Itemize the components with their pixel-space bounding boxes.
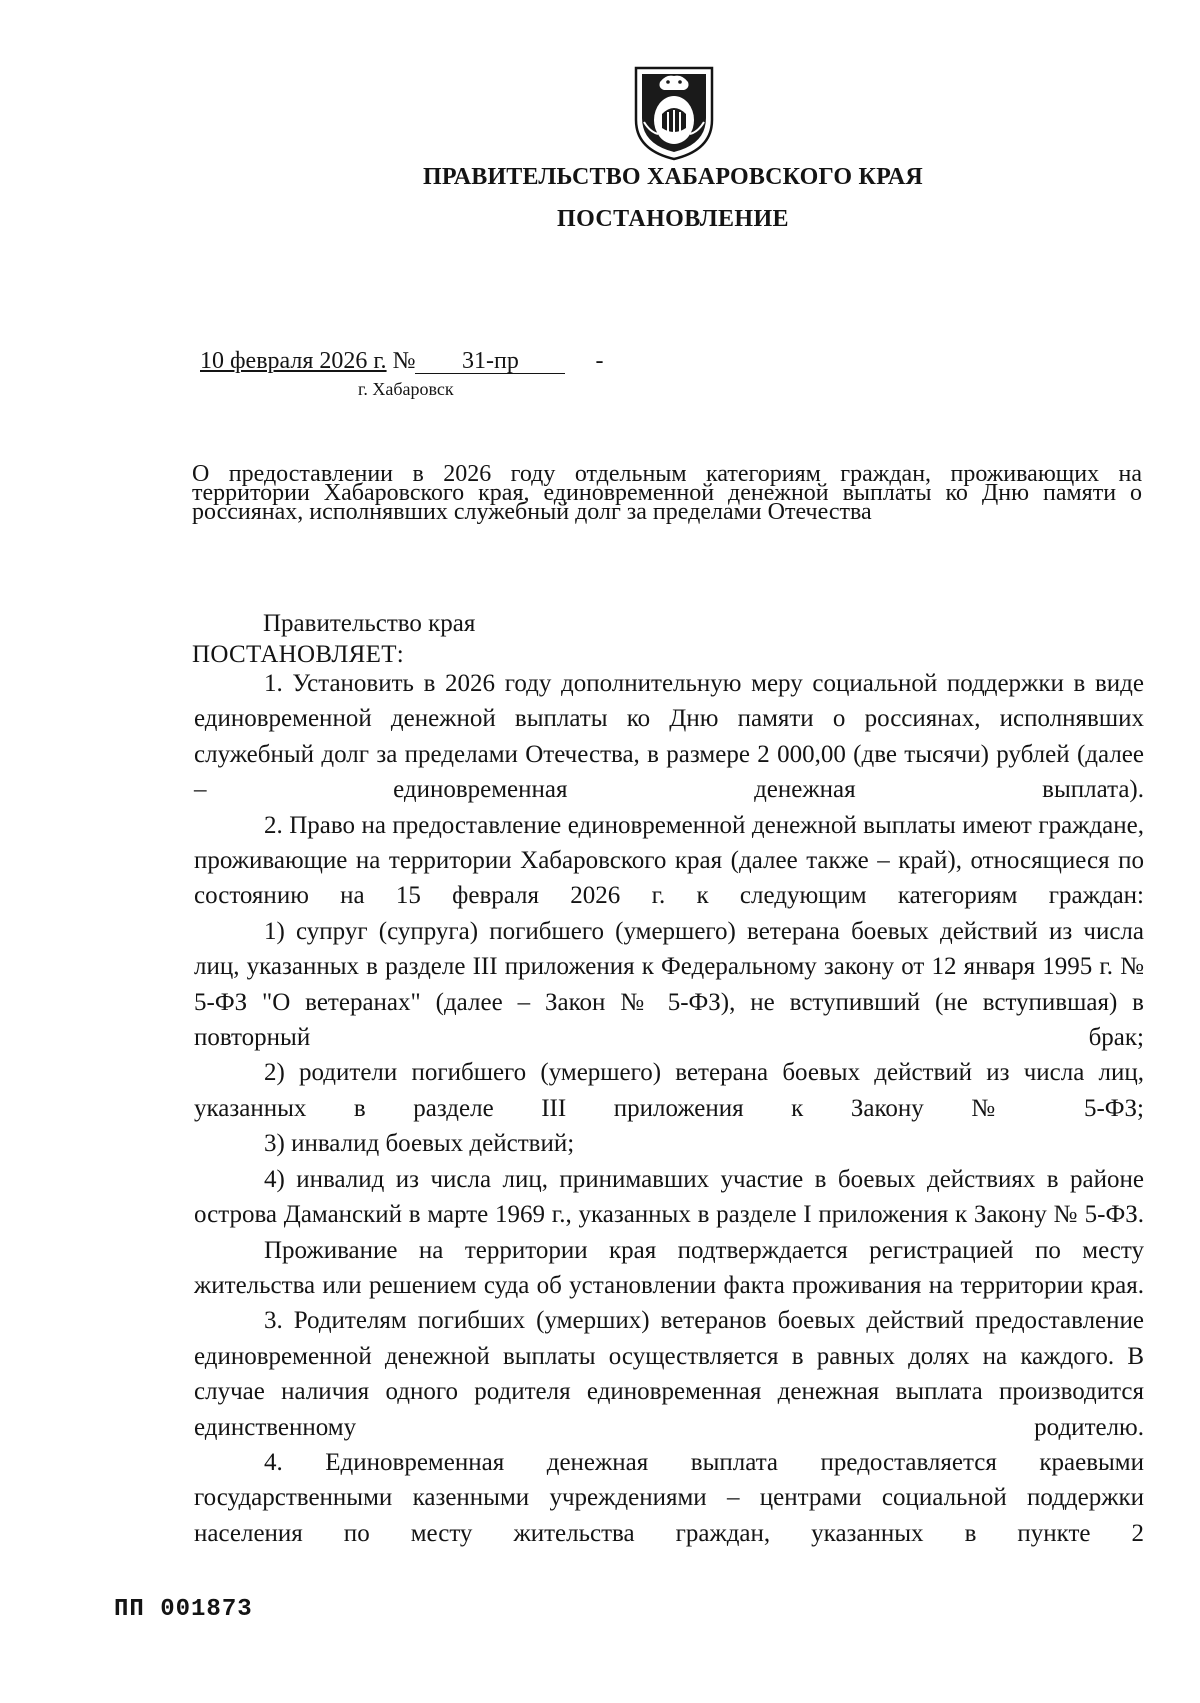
document-type-title: ПОСТАНОВЛЕНИЕ (557, 206, 789, 232)
paragraph-2-item-3: 3) инвалид боевых действий; (264, 1130, 575, 1158)
stray-mark: - (595, 348, 604, 374)
paragraph-2-item-4: 4) инвалид из числа лиц, принимавших участие в боевых действиях в районе острова Даманский в марте 1969 г., указанных в разделе I приложения к Закону № 5-ФЗ. (194, 1165, 1144, 1229)
document-number: 31-пр (415, 350, 565, 374)
paragraph-2-item-1: 1) супруг (супруга) погибшего (умершего) ветерана боевых действий из числа лиц, указанных в разделе III приложения к Федеральному закону от 12 января 1995 г. № 5-ФЗ "О ветеранах" (далее – Закон № 5-ФЗ), не вступивший (не вступившая) в повторный брак; (194, 917, 1144, 1052)
registration-line (200, 348, 603, 375)
paragraph-2-item-2: 2) родители погибшего (умершего) ветерана боевых действий из числа лиц, указанных в разделе III приложения к Закону № 5-ФЗ; (194, 1059, 1144, 1122)
document-subject: О предоставлении в 2026 году отдельным категориям граждан, проживающих на территории Хабаровского края, единовременной денежной выплаты ко Дню памяти о россиянах, исполнявших служебный долг за пределами Отечества (192, 461, 1142, 525)
form-serial-number: ПП 001873 (114, 1596, 253, 1623)
preamble: Правительство края (263, 610, 476, 637)
organization-title: ПРАВИТЕЛЬСТВО ХАБАРОВСКОГО КРАЯ (423, 164, 923, 190)
issuing-city: г. Хабаровск (358, 379, 454, 399)
decree-word: ПОСТАНОВЛЯЕТ: (192, 641, 405, 668)
paragraph-2-note: Проживание на территории края подтверждается регистрацией по месту жительства или решением суда об установлении факта проживания на территории края. (194, 1236, 1144, 1299)
paragraph-4: 4. Единовременная денежная выплата предоставляется краевыми государственными казенными учреждениями – центрами социальной поддержки населения по месту жительства граждан, указанных в пункте 2 (194, 1448, 1144, 1547)
paragraph-2: 2. Право на предоставление единовременной денежной выплаты имеют граждане, проживающие на территории Хабаровского края (далее также – край), относящиеся по состоянию на 15 февраля 2026 г. к следующим категориям граждан: (194, 811, 1144, 910)
document-date: 10 февраля 2026 г. (200, 348, 387, 374)
number-sign: № (392, 348, 416, 374)
paragraph-1: 1. Установить в 2026 году дополнительную меру социальной поддержки в виде единовременной денежной выплаты ко Дню памяти о россиянах, исполнявших служебный долг за пределами Отечества, в размере 2 000,00 (две тысячи) рублей (далее – единовременная денежная выплата). (194, 670, 1144, 804)
paragraph-3: 3. Родителям погибших (умерших) ветеранов боевых действий предоставление единовременной денежной выплаты осуществляется в равных долях на каждого. В случае наличия одного родителя единовременная денежная выплата производится единственному родителю. (194, 1307, 1144, 1441)
coat-of-arms-icon (632, 62, 716, 162)
document-body (194, 666, 1144, 1551)
